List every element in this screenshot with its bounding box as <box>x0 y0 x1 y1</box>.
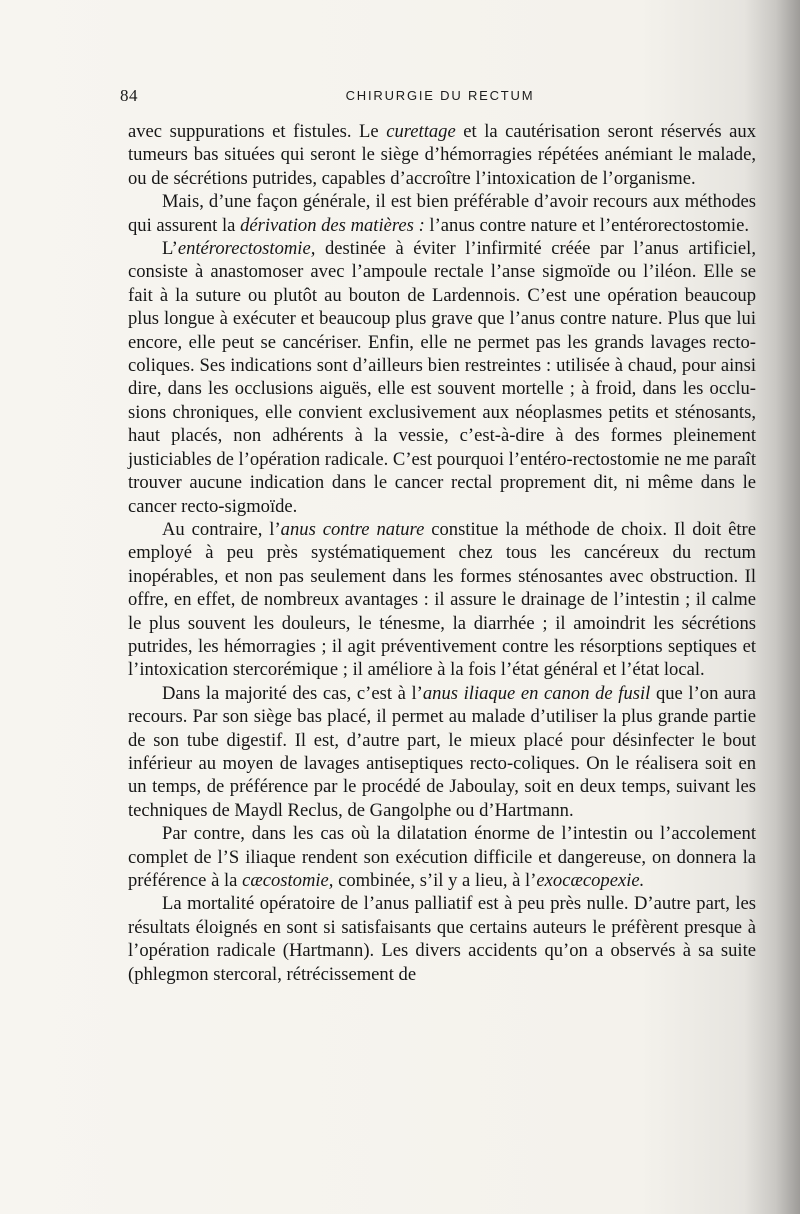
paragraph-p3 <box>128 237 756 518</box>
text-run: l’anus contre nature et l’entérorectostomie. <box>424 214 749 236</box>
italic-term: curettage <box>386 121 456 142</box>
text-run: et la cautérisation seront réservés aux tumeurs bas situées qui seront le siège d’hémorragies répétées anémiant le malade, ou de sécrétions putrides, capables d’accroître l’intoxication de l’organisme. <box>128 121 756 189</box>
italic-term: entérorectostomie, <box>177 238 316 260</box>
italic-term: anus iliaque en canon de fusil <box>422 682 651 704</box>
text-run: Mais, d’une façon générale, il est bien préférable d’avoir recours aux méthodes qui assurent la <box>128 191 756 236</box>
text-run: Dans la majorité des cas, c’est à l’ <box>162 682 423 704</box>
italic-term: dérivation des matières : <box>240 214 425 236</box>
paragraph-p7 <box>128 892 756 986</box>
text-run: constitue la méthode de choix. Il doit être employé à peu près systématiquement chez tous les cancéreux du rectum inopérables, et non pas seulement dans les formes sténosantes avec obstruction. Il offre, en effet, de nombreux avantages : il assure le drainage de l’intestin ; il calme le plus souvent les douleurs, le ténesme, la diarrhée ; il amoindrit les sécrétions putrides, les hémorragies ; il agit préventivement contre les résorptions septiques et l’intoxication stercorémique ; il améliore à la fois l’état général et l’état local. <box>128 518 756 681</box>
text-run: que l’on aura recours. Par son siège bas placé, il permet au malade d’utiliser la plus grande partie de son tube digestif. Il est, d’autre part, le mieux placé pour désinfecter le bout inférieur au moyen de lavages antiseptiques recto-coliques. On le réalisera soit en un temps, de préférence par le procédé de Jaboulay, soit en deux temps, suivant les techniques de Maydl Reclus, de Gangolphe ou d’Hartmann. <box>128 682 756 821</box>
paragraph-p4 <box>128 518 756 682</box>
paragraph-p5 <box>128 682 756 822</box>
text-run: avec suppurations et fistules. Le <box>128 121 387 142</box>
italic-term: anus contre nature <box>280 518 425 540</box>
text-run: Au contraire, l’ <box>162 518 281 540</box>
italic-term: exocæcopexie. <box>536 870 645 891</box>
text-run: Par contre, dans les cas où la dilatation énorme de l’intestin ou l’accolement complet de l’S iliaque rendent son exécution difficile et dangereuse, on donnera la préférence à la <box>128 823 756 891</box>
paragraph-p1 <box>128 120 756 190</box>
running-head: CHIRURGIE DU RECTUM <box>345 88 535 103</box>
paragraph-p6 <box>128 822 756 892</box>
text-run: destinée à éviter l’infirmité créée par l’anus artificiel, consiste à anastomoser avec l’ampoule rectale l’anse sigmoïde ou l’iléon. Elle se fait à la suture ou plutôt au bouton de Lardennois. C’est une opération beaucoup plus longue à exécuter et beaucoup plus grave que l’anus contre nature. Plus que lui encore, elle peut se cancériser. Enfin, elle ne permet pas les grands lavages recto-coliques. Ses indications sont d’ailleurs bien restreintes : utilisée à chaud, pour ainsi dire, dans les occlusions aiguës, elle est souvent mortelle ; à froid, dans les occlusions chroniques, elle convient exclusivement aux néoplasmes petits et sténosants, haut placés, non adhérents à la vessie, c’est-à-dire à des formes pleinement justiciables de l’opération radicale. C’est pourquoi l’entéro-rectostomie ne me paraît trouver aucune indication dans le cancer rectal proprement dit, ni même dans le cancer recto-sigmoïde. <box>128 238 756 517</box>
text-run: combinée, s’il y a lieu, à l’ <box>333 870 537 891</box>
text-run: La mortalité opératoire de l’anus palliatif est à peu près nulle. D’autre part, les résultats éloignés en sont si satisfaisants que certains auteurs le préfèrent presque à l’opération radicale (Hartmann). Les divers accidents qu’on a observés à sa suite (phlegmon stercoral, rétrécissement de <box>128 893 756 985</box>
body-text <box>128 120 756 986</box>
italic-term: cæcostomie, <box>242 870 334 891</box>
page-header <box>120 86 760 110</box>
text-run: L’ <box>162 238 178 260</box>
page-number: 84 <box>120 86 138 105</box>
paragraph-p2 <box>128 190 756 237</box>
